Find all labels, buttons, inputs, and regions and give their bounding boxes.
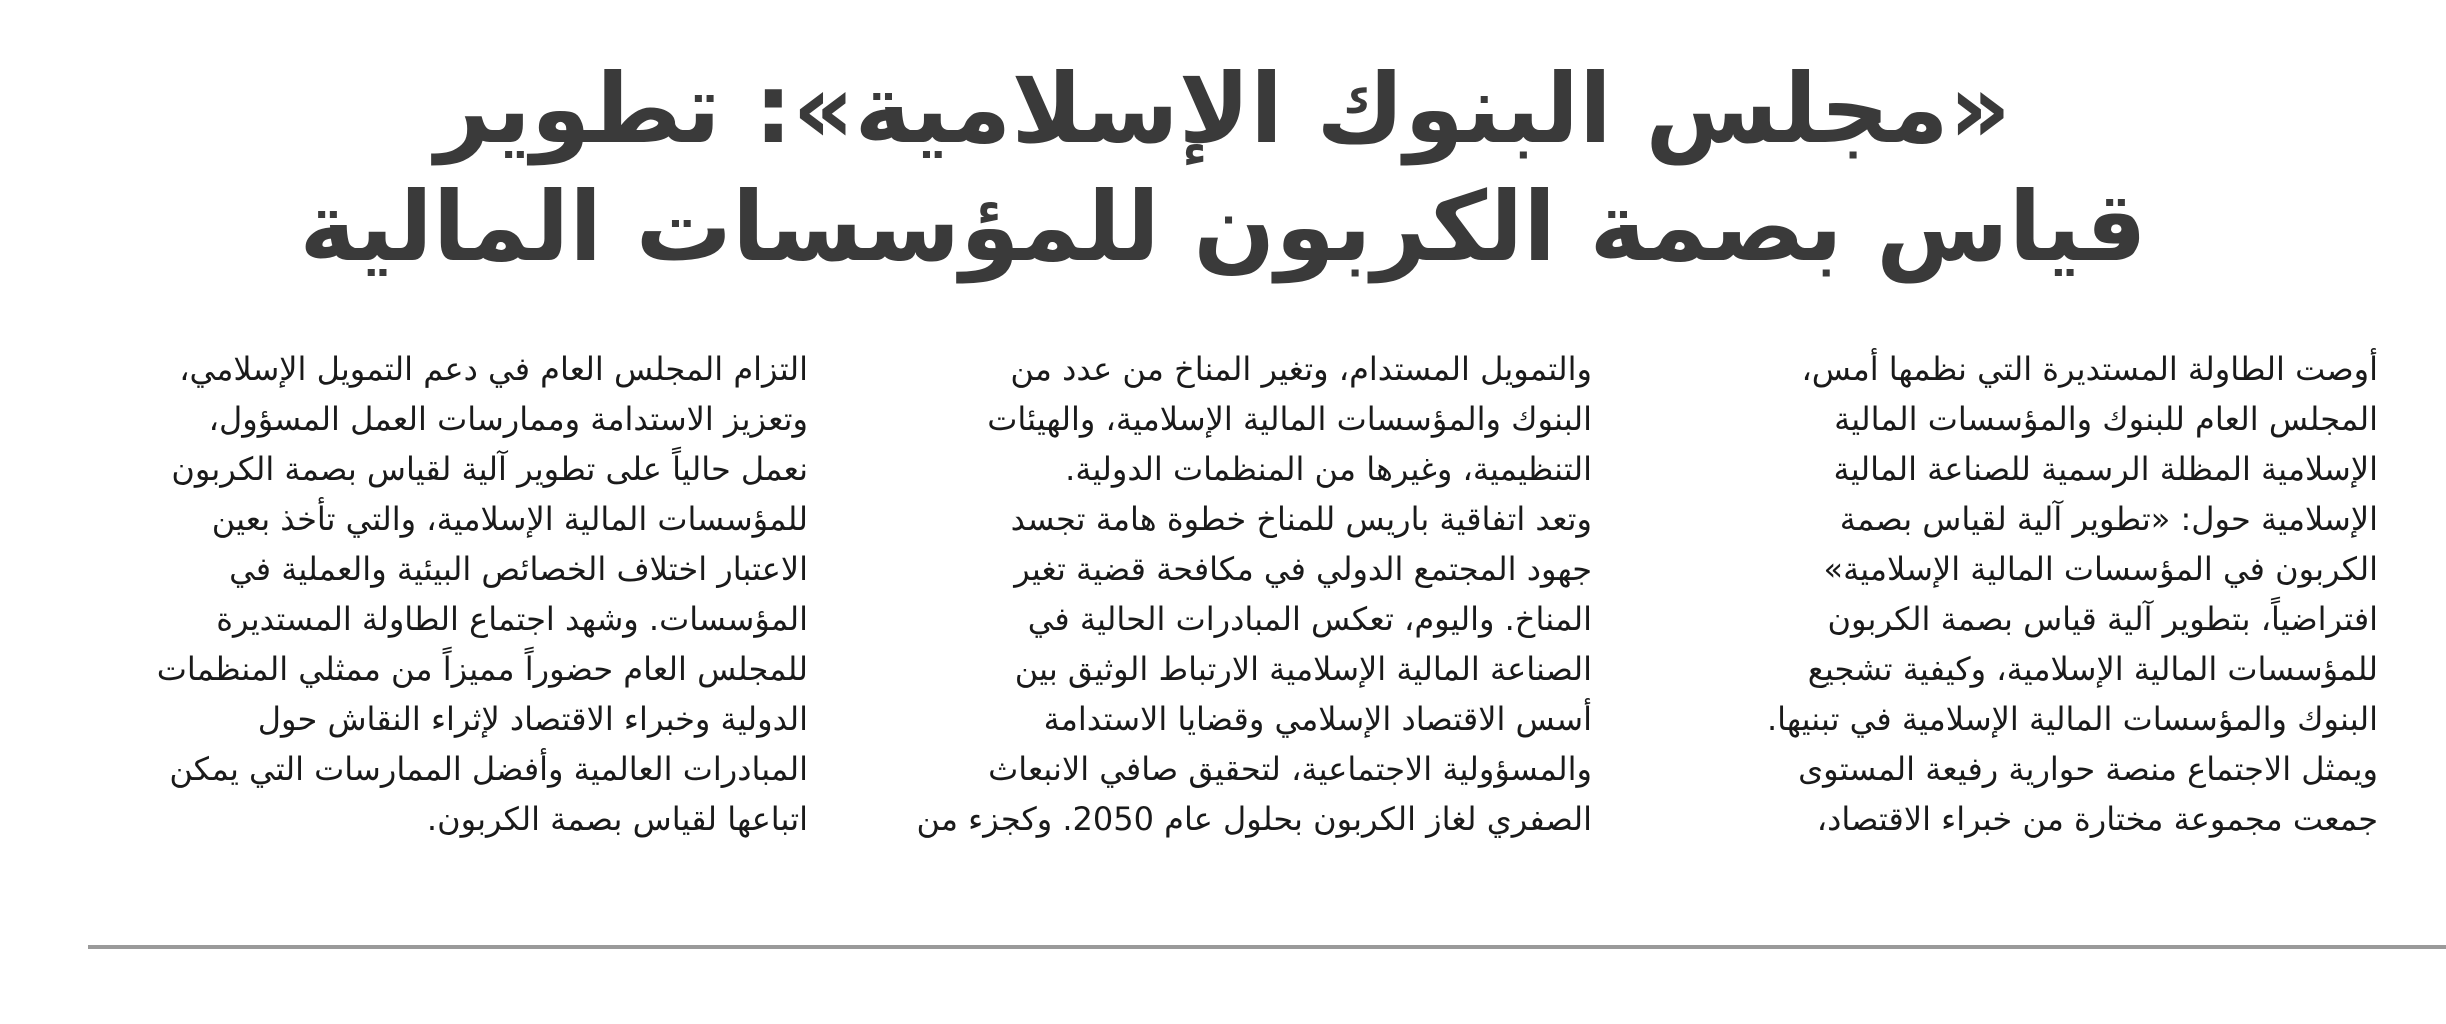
- headline-line-1: «مجلس البنوك الإسلامية»: تطوير: [435, 53, 2011, 165]
- column-2-line: التنظيمية، وغيرها من المنظمات الدولية.: [1065, 450, 1592, 488]
- column-2-line: والتمويل المستدام، وتغير المناخ من عدد من: [1010, 350, 1592, 388]
- column-3-line: اتباعها لقياس بصمة الكربون.: [426, 800, 808, 838]
- article-column-3: [88, 344, 808, 844]
- column-2-line: والمسؤولية الاجتماعية، لتحقيق صافي الانبعاث: [988, 750, 1592, 788]
- column-1-line: ويمثل الاجتماع منصة حوارية رفيعة المستوى: [1798, 750, 2378, 788]
- article-column-2: [872, 344, 1592, 844]
- column-3-line: الاعتبار اختلاف الخصائص البيئية والعملية في: [229, 550, 808, 588]
- column-2-line: وتعد اتفاقية باريس للمناخ خطوة هامة تجسد: [1010, 500, 1592, 538]
- column-3-line: المؤسسات. وشهد اجتماع الطاولة المستديرة: [216, 600, 808, 638]
- column-3-line: للمؤسسات المالية الإسلامية، والتي تأخذ بعين: [211, 500, 808, 538]
- article-body: [88, 344, 2378, 914]
- article-headline: [140, 50, 2306, 286]
- column-1-line: للمؤسسات المالية الإسلامية، وكيفية تشجيع: [1807, 650, 2378, 688]
- column-1-line: افتراضياً، بتطوير آلية قياس بصمة الكربون: [1827, 600, 2378, 638]
- column-1-line: البنوك والمؤسسات المالية الإسلامية في تبنيها.: [1766, 700, 2378, 738]
- bottom-divider: [88, 945, 2446, 949]
- column-1-line: المجلس العام للبنوك والمؤسسات المالية: [1834, 400, 2378, 438]
- column-1-line: الكربون في المؤسسات المالية الإسلامية»: [1823, 550, 2378, 588]
- column-1-line: الإسلامية المظلة الرسمية للصناعة المالية: [1833, 450, 2378, 488]
- headline-line-2: قياس بصمة الكربون للمؤسسات المالية: [299, 171, 2147, 283]
- column-3-line: المبادرات العالمية وأفضل الممارسات التي يمكن: [169, 750, 808, 788]
- column-2-line: البنوك والمؤسسات المالية الإسلامية، والهيئات: [987, 400, 1592, 438]
- column-1-line: جمعت مجموعة مختارة من خبراء الاقتصاد،: [1816, 800, 2378, 838]
- article-column-1: [1658, 344, 2378, 844]
- column-3-line: وتعزيز الاستدامة وممارسات العمل المسؤول،: [208, 400, 808, 438]
- column-3-line: التزام المجلس العام في دعم التمويل الإسلامي،: [179, 350, 808, 388]
- column-2-line: الصفري لغاز الكربون بحلول عام 2050. وكجزء من: [916, 800, 1592, 838]
- column-2-line: المناخ. واليوم، تعكس المبادرات الحالية في: [1027, 600, 1592, 638]
- column-2-line: الصناعة المالية الإسلامية الارتباط الوثيق بين: [1014, 650, 1592, 688]
- column-1-line: الإسلامية حول: «تطوير آلية لقياس بصمة: [1839, 500, 2378, 538]
- column-3-line: للمجلس العام حضوراً مميزاً من ممثلي المنظمات: [156, 650, 808, 688]
- column-3-line: نعمل حالياً على تطوير آلية لقياس بصمة الكربون: [171, 450, 808, 488]
- column-1-line: أوصت الطاولة المستديرة التي نظمها أمس،: [1801, 350, 2378, 388]
- column-3-line: الدولية وخبراء الاقتصاد لإثراء النقاش حول: [257, 700, 808, 738]
- column-2-line: جهود المجتمع الدولي في مكافحة قضية تغير: [1014, 550, 1592, 588]
- column-2-line: أسس الاقتصاد الإسلامي وقضايا الاستدامة: [1043, 700, 1592, 738]
